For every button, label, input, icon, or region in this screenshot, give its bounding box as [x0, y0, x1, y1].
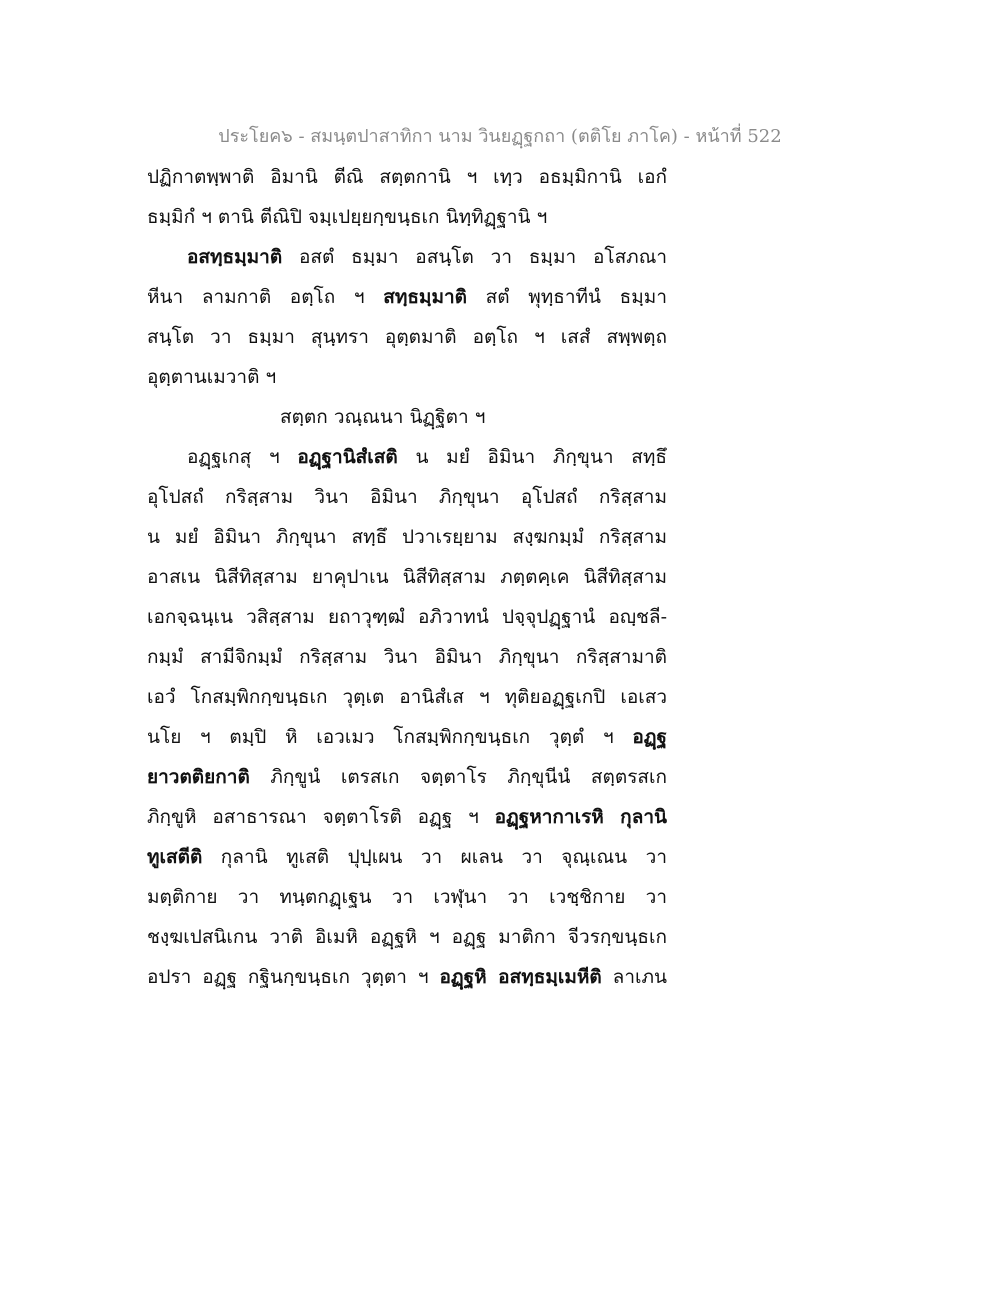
bold-term: ทูเสตีติ	[147, 846, 203, 868]
text-line	[147, 637, 667, 677]
text-line	[147, 677, 667, 717]
text-line	[147, 517, 667, 557]
text-segment: สนฺโต วา ธมฺมา สุนฺทรา อุตฺตมาติ อตฺโถ ฯ เสสํ สพฺพตฺถ	[147, 326, 667, 348]
text-line	[147, 757, 667, 797]
text-line	[147, 277, 667, 317]
text-segment: อสตํ ธมฺมา อสนฺโต วา ธมฺมา อโสภณา	[282, 246, 667, 268]
text-line	[147, 717, 667, 757]
text-segment: กมฺมํ สามีจิกมฺมํ กริสฺสาม วินา อิมินา ภิกฺขุนา กริสฺสามาติ	[147, 646, 667, 668]
text-line	[147, 157, 667, 197]
text-line	[147, 837, 667, 877]
text-line	[147, 477, 667, 517]
text-segment: ภิกฺขูนํ เตรสเก จตฺตาโร ภิกฺขุนีนํ สตฺตรสเก	[249, 766, 667, 788]
text-segment: สตํ พุทฺธาทีนํ ธมฺมา	[467, 286, 667, 308]
text-segment: อาสเน นิสีทิสฺสาม ยาคุปาเน นิสีทิสฺสาม ภตฺตคฺเค นิสีทิสฺสาม	[147, 566, 667, 588]
text-segment: หีนา ลามกาติ อตฺโถ ฯ	[147, 286, 384, 308]
text-segment: ภิกฺขูหิ อสาธารณา จตฺตาโรติ อฏฺฐ ฯ	[147, 806, 495, 828]
text-line	[147, 557, 667, 597]
text-line	[147, 197, 667, 237]
bold-term: อฏฺฐ	[632, 726, 667, 748]
text-line	[147, 357, 667, 397]
text-segment: อุโปสถํ กริสฺสาม วินา อิมินา ภิกฺขุนา อุโปสถํ กริสฺสาม	[147, 486, 667, 508]
bold-term: อฏฺฐหากาเรหิ กุลานิ	[494, 806, 667, 828]
bold-term: สทฺธมฺมาติ	[383, 286, 467, 308]
text-line	[147, 957, 667, 997]
text-segment: อุตฺตานเมวาติ ฯ	[147, 366, 277, 388]
text-segment: ชงฺฆเปสนิเกน วาติ อิเมหิ อฏฺฐหิ ฯ อฏฺฐ มาติกา จีวรกฺขนฺธเก	[147, 926, 667, 948]
text-segment: กุลานิ ทูเสติ ปุปฺเผน วา ผเลน วา จุณฺเณน วา	[202, 846, 667, 868]
text-segment: อฏฺฐเกสุ ฯ	[187, 446, 298, 468]
text-line	[147, 877, 667, 917]
text-line	[147, 237, 667, 277]
text-segment: เอวํ โกสมฺพิกกฺขนฺธเก วุตฺเต อานิสํเส ฯ ทุติยอฏฺฐเกปิ เอเสว	[147, 686, 667, 708]
text-segment: ธมฺมิกํ ฯ ตานิ ตีณิปิ จมฺเปยฺยกฺขนฺธเก นิทฺทิฏฺฐานิ ฯ	[147, 206, 548, 228]
text-line	[147, 437, 667, 477]
text-segment: นโย ฯ ตมฺปิ หิ เอวเมว โกสมฺพิกกฺขนฺธเก วุตฺตํ ฯ	[147, 726, 633, 748]
text-segment: เอกจฺฉนฺเน วสิสฺสาม ยถาวุฑฺฒํ อภิวาทนํ ปจฺจุปฏฺฐานํ อญฺชลี-	[147, 606, 667, 628]
text-line	[147, 917, 667, 957]
bold-term: อฏฺฐานิสํเสติ	[297, 446, 398, 468]
bold-term: อฏฺฐหิ อสทฺธมฺเมหีติ	[439, 966, 602, 988]
text-segment: น มยํ อิมินา ภิกฺขุนา สทฺธึ ปวาเรยฺยาม สงฺฆกมฺมํ กริสฺสาม	[147, 526, 667, 548]
text-segment: ลาเภน	[601, 966, 668, 988]
section-end-line	[147, 397, 667, 437]
page-header: ประโยค๖ - สมนฺตปาสาทิกา นาม วินยฏฺฐกถา (ตติโย ภาโค) - หน้าที่ 522	[218, 126, 782, 147]
text-segment: อปรา อฏฺฐ กฐินกฺขนฺธเก วุตฺตา ฯ	[147, 966, 440, 988]
text-line	[147, 597, 667, 637]
text-segment: มตฺติกาย วา ทนฺตกฏฺเฐน วา เวฬุนา วา เวชฺชิกาย วา	[147, 886, 667, 908]
bold-term: ยาวตติยกาติ	[147, 766, 250, 788]
text-segment: ปฏิกาตพฺพาติ อิมานิ ตีณิ สตฺตกานิ ฯ เทฺว อธมฺมิกานิ เอกํ	[147, 166, 667, 188]
body-text	[147, 157, 667, 997]
text-segment: น มยํ อิมินา ภิกฺขุนา สทฺธึ	[397, 446, 667, 468]
bold-term: อสทฺธมฺมาติ	[187, 246, 283, 268]
text-segment: สตฺตก วณฺณนา นิฏฺฐิตา ฯ	[280, 406, 486, 428]
text-line	[147, 317, 667, 357]
text-line	[147, 797, 667, 837]
